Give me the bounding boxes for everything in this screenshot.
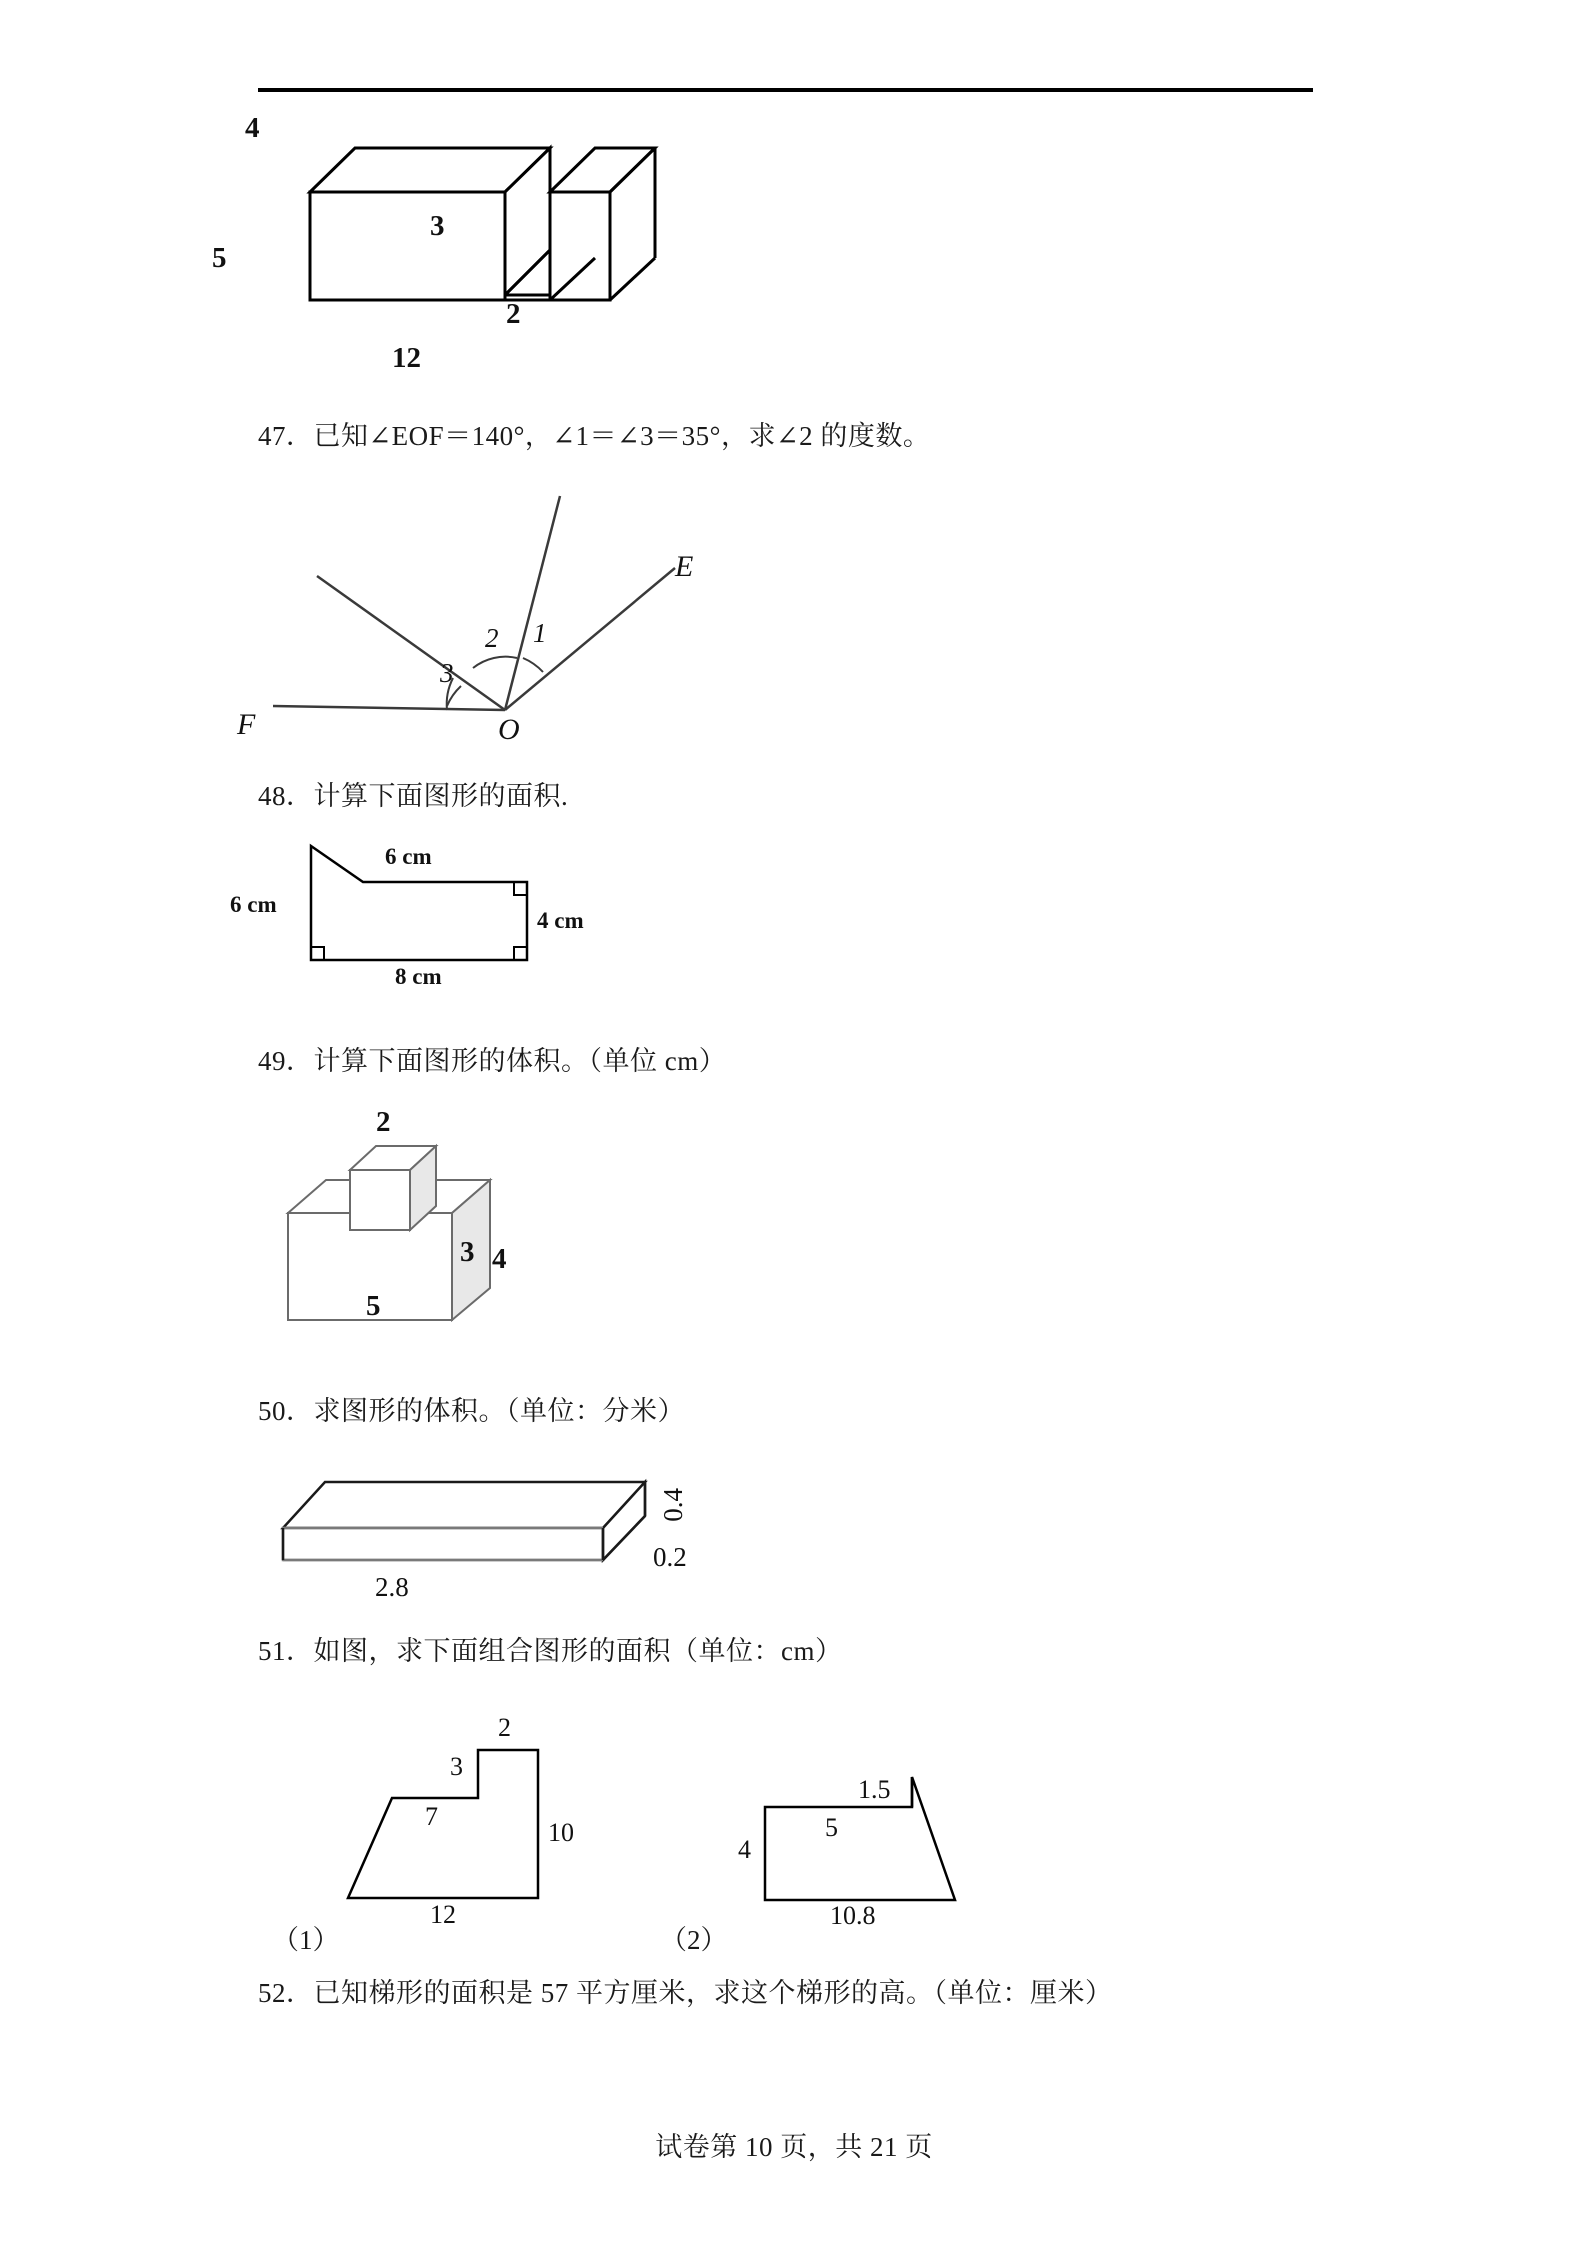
- figure-51-1-label-bottom: 12: [430, 1900, 456, 1929]
- question-50-text: 50．求图形的体积。（单位：分米）: [258, 1396, 685, 1426]
- figure-50-label-depth: 0.2: [653, 1542, 687, 1572]
- figure-47-label-point-F: F: [237, 708, 256, 741]
- figure-46-notched-cuboid: [212, 112, 690, 374]
- figure-50-cuboid: [275, 1450, 688, 1602]
- figure-49-label-depth: 3: [460, 1236, 475, 1268]
- question-48-text: 48．计算下面图形的面积.: [258, 781, 569, 811]
- figure-46-label-4: 4: [245, 112, 260, 144]
- figure-48-label-left: 6 cm: [230, 892, 277, 917]
- figure-46-label-3: 3: [430, 210, 445, 242]
- figure-47-label-angle-2: 2: [485, 623, 499, 653]
- figure-46-label-5: 5: [212, 242, 227, 274]
- figure-50-label-length: 2.8: [375, 1572, 409, 1602]
- question-51-text: 51．如图，求下面组合图形的面积（单位：cm）: [258, 1636, 843, 1666]
- figure-50-label-height: 0.4: [658, 1488, 688, 1522]
- figure-47-label-angle-3: 3: [440, 658, 454, 688]
- question-49-text: 49．计算下面图形的体积。（单位 cm）: [258, 1046, 727, 1076]
- figure-51-1-label-step-height: 3: [450, 1752, 463, 1781]
- figure-51-1-composite: [330, 1710, 580, 1929]
- figure-49-label-cube-edge: 2: [376, 1106, 391, 1138]
- figure-51-1-label-top-step: 2: [498, 1713, 511, 1742]
- figure-49-cuboid-with-cube: [278, 1108, 538, 1333]
- figure-51-2-caption: （2）: [660, 1925, 728, 1955]
- figure-51-1-label-right-height: 10: [548, 1818, 574, 1847]
- figure-48-label-top: 6 cm: [385, 844, 432, 869]
- figure-47-label-angle-1: 1: [533, 618, 547, 648]
- figure-51-2-label-top-right: 1.5: [858, 1775, 891, 1804]
- figure-47-label-point-E: E: [675, 550, 694, 583]
- figure-48-composite-polygon: [230, 840, 625, 989]
- question-47-text: 47．已知∠EOF＝140°，∠1＝∠3＝35°，求∠2 的度数。: [258, 421, 931, 451]
- figure-51-2-label-left-height: 4: [738, 1835, 751, 1864]
- figure-47-angle-diagram: [237, 468, 725, 746]
- figure-51-2-label-bottom: 10.8: [830, 1901, 876, 1930]
- figure-49-label-height: 4: [492, 1243, 507, 1275]
- header-rule: [258, 88, 1313, 92]
- question-52-text: 52．已知梯形的面积是 57 平方厘米，求这个梯形的高。（单位：厘米）: [258, 1978, 1113, 2008]
- figure-47-label-point-O: O: [498, 713, 520, 746]
- figure-48-label-right: 4 cm: [537, 908, 584, 933]
- figure-49-label-width: 5: [366, 1290, 381, 1322]
- figure-46-label-12: 12: [392, 342, 421, 374]
- figure-48-label-bottom: 8 cm: [395, 964, 442, 989]
- figure-46-label-2: 2: [506, 298, 521, 330]
- page-footer: 试卷第 10 页，共 21 页: [655, 2132, 933, 2162]
- figure-51-2-composite: [738, 1765, 1000, 1930]
- figure-51-1-label-middle: 7: [425, 1802, 438, 1831]
- figure-51-1-caption: （1）: [272, 1925, 340, 1955]
- figure-51-2-label-top: 5: [825, 1813, 838, 1842]
